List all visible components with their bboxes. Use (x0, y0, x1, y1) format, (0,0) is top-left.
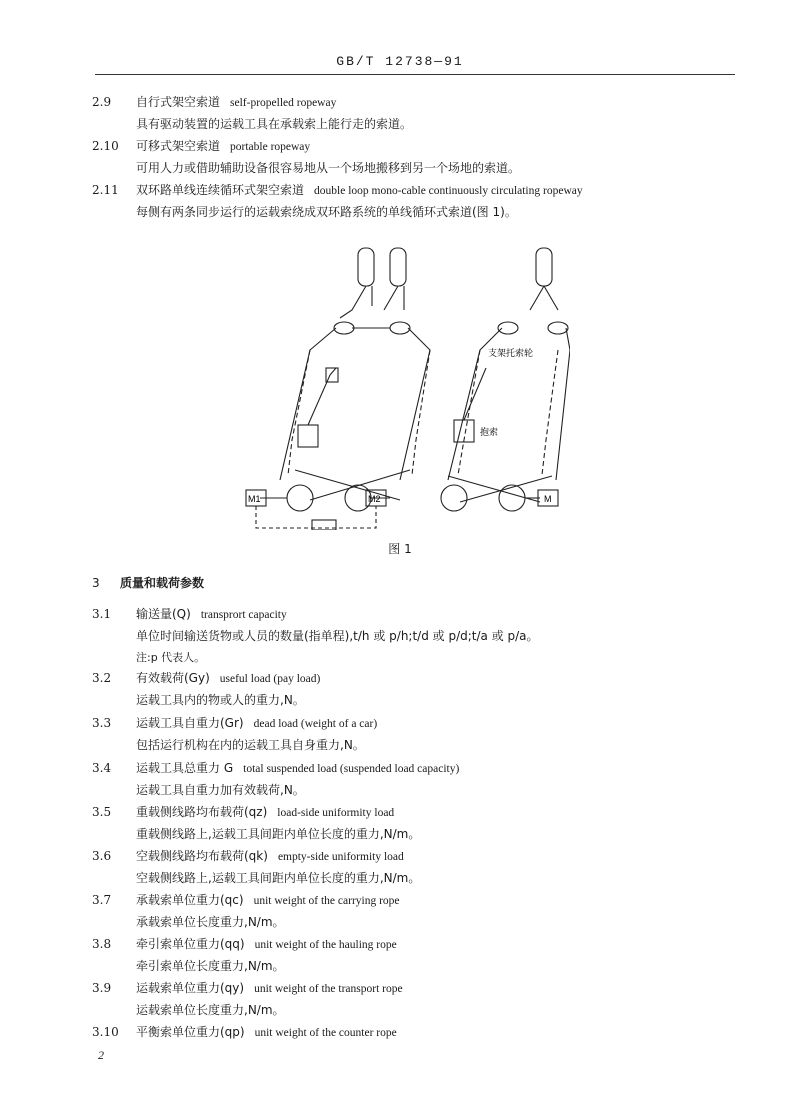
term-en: unit weight of the carrying rope (253, 895, 400, 907)
term-number: 3.3 (92, 716, 112, 730)
term-zh: 重载侧线路均布载荷(qz) (136, 805, 268, 819)
term-3-8 (92, 934, 742, 977)
term-en: unit weight of the transport rope (254, 983, 403, 995)
term-definition: 承载索单位长度重力,N/m。 (136, 915, 285, 929)
term-number: 3.2 (92, 671, 112, 685)
term-en: unit weight of the counter rope (254, 1027, 397, 1039)
term-en: self-propelled ropeway (230, 97, 337, 109)
clamp-label: 抱索 (480, 427, 499, 437)
term-3-6 (92, 846, 742, 889)
term-definition: 每侧有两条同步运行的运载索绕成双环路系统的单线循环式索道(图 1)。 (136, 205, 517, 219)
term-zh: 运载索单位重力(qy) (136, 981, 245, 995)
term-definition: 运载工具自重力加有效载荷,N。 (136, 783, 305, 797)
term-number: 3.1 (92, 607, 112, 621)
term-definition: 运载索单位长度重力,N/m。 (136, 1003, 285, 1017)
term-number: 3.5 (92, 805, 112, 819)
term-definition: 重载侧线路上,运载工具间距内单位长度的重力,N/m。 (136, 827, 421, 841)
term-number: 2.9 (92, 95, 112, 109)
term-2-10 (92, 136, 742, 179)
term-en: useful load (pay load) (219, 673, 321, 685)
term-zh: 自行式架空索道 (136, 95, 221, 109)
term-number: 3.10 (92, 1025, 119, 1039)
page-number: 2 (98, 1048, 104, 1062)
term-zh: 运载工具自重力(Gr) (136, 716, 244, 730)
term-zh: 承载索单位重力(qc) (136, 893, 244, 907)
term-note: 注:p 代表人。 (136, 651, 206, 664)
ropeway-diagram (240, 240, 570, 530)
section-3-heading (92, 574, 204, 591)
term-zh: 牵引索单位重力(qq) (136, 937, 245, 951)
term-en: total suspended load (suspended load capacity) (243, 763, 460, 775)
left-motor-1-label: M1 (248, 494, 261, 504)
term-3-10 (92, 1022, 742, 1044)
term-zh: 双环路单线连续循环式架空索道 (136, 183, 305, 197)
term-definition: 单位时间输送货物或人员的数量(指单程),t/h 或 p/h;t/d 或 p/d;t/a 或 p/a。 (136, 629, 539, 643)
left-top-pulley-1 (358, 248, 374, 286)
wheel-label: 支架托索轮 (488, 348, 534, 358)
term-zh: 可移式架空索道 (136, 139, 221, 153)
term-3-9 (92, 978, 742, 1021)
term-3-4 (92, 758, 742, 801)
term-definition: 空载侧线路上,运载工具间距内单位长度的重力,N/m。 (136, 871, 421, 885)
term-number: 3.8 (92, 937, 112, 951)
term-3-3 (92, 713, 742, 756)
left-top-pulley-2 (390, 248, 406, 286)
term-en: load-side uniformity load (277, 807, 395, 819)
term-zh: 平衡索单位重力(qp) (136, 1025, 245, 1039)
header-rule (95, 74, 735, 75)
term-definition: 牵引索单位长度重力,N/m。 (136, 959, 285, 973)
standard-code: GB/T 12738—91 (336, 54, 464, 69)
section-title: 质量和载荷参数 (120, 576, 205, 590)
right-top-pulley (536, 248, 552, 286)
right-motor-label: M (544, 494, 552, 504)
term-number: 3.4 (92, 761, 112, 775)
term-2-11 (92, 180, 742, 223)
term-en: dead load (weight of a car) (253, 718, 378, 730)
term-zh: 运载工具总重力 G (136, 761, 234, 775)
term-en: unit weight of the hauling rope (254, 939, 397, 951)
term-definition: 可用人力或借助辅助设备很容易地从一个场地搬移到另一个场地的索道。 (136, 161, 521, 175)
term-zh: 输送量(Q) (136, 607, 191, 621)
term-number: 2.11 (92, 183, 119, 197)
term-2-9 (92, 92, 742, 135)
term-3-7 (92, 890, 742, 933)
term-zh: 有效载荷(Gy) (136, 671, 210, 685)
term-number: 3.9 (92, 981, 112, 995)
term-number: 3.7 (92, 893, 112, 907)
term-en: portable ropeway (230, 141, 311, 153)
term-definition: 运载工具内的物或人的重力,N。 (136, 693, 305, 707)
term-zh: 空载侧线路均布载荷(qk) (136, 849, 268, 863)
term-3-1 (92, 604, 742, 668)
term-definition: 包括运行机构在内的运载工具自身重力,N。 (136, 738, 365, 752)
term-number: 3.6 (92, 849, 112, 863)
figure-caption: 图 1 (388, 542, 412, 556)
term-3-2 (92, 668, 742, 711)
term-definition: 具有驱动装置的运载工具在承载索上能行走的索道。 (136, 117, 413, 131)
section-number: 3 (92, 576, 100, 590)
left-motor-2-label: M2 (368, 494, 381, 504)
left-carrier (298, 425, 318, 447)
term-number: 2.10 (92, 139, 119, 153)
term-3-5 (92, 802, 742, 845)
term-en: double loop mono-cable continuously circulating ropeway (314, 185, 583, 197)
term-en: empty-side uniformity load (277, 851, 404, 863)
term-en: transprort capacity (200, 609, 287, 621)
